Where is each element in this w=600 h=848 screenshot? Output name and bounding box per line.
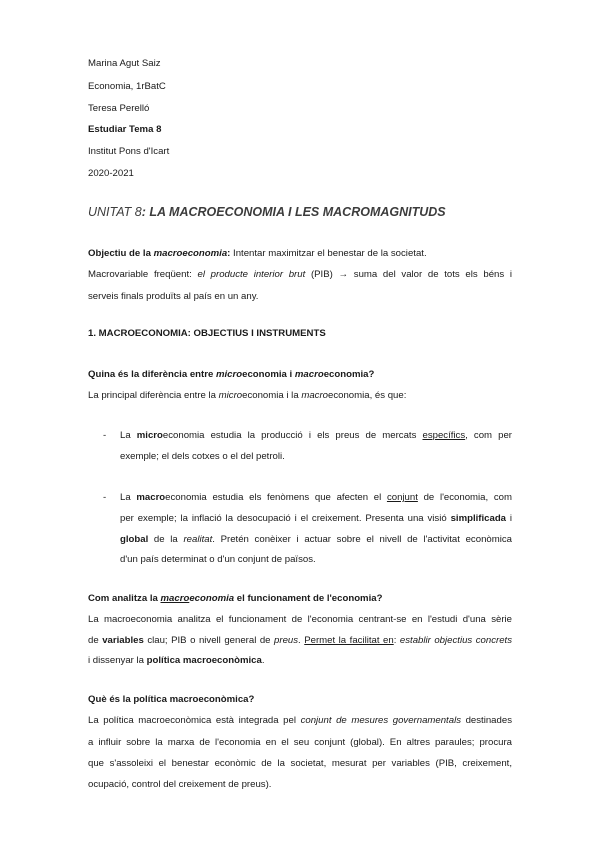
intro-macrovariable: Macrovariable freqüent: el producte interior brut (PIB) → suma del valor de tots els béns i	[88, 269, 513, 280]
question-answer: La principal diferència entre la microeconomia i la macroeconomia, és que:	[88, 390, 407, 401]
question-heading: Quina és la diferència entre microeconomia i macroeconomia?	[88, 369, 375, 380]
paragraph-analysis: La macroeconomia analitza el funcionament de l'economia centrant-se en l'estudi d'una sèrie	[88, 614, 512, 625]
study-topic: Estudiar Tema 8	[88, 124, 162, 135]
paragraph-policy-line4: ocupació, control del creixement de preus).	[88, 779, 272, 790]
intro-objective: Objectiu de la macroeconomia: Intentar maximitzar el benestar de la societat.	[88, 248, 427, 259]
bullet-dash: -	[103, 430, 107, 441]
paragraph-analysis-line3: i dissenyar la política macroeconòmica.	[88, 655, 265, 666]
bullet-macroeconomy: La macroeconomia estudia els fenòmens que afecten el conjunt de l'economia, com	[120, 492, 512, 503]
paragraph-policy-line2: a influir sobre la marxa de l'economia en el seu conjunt (global). En altres paraules; procura	[88, 737, 512, 748]
bullet-macroeconomy-line2: per exemple; la inflació la desocupació i el creixement. Presenta una visió simplificada i	[120, 513, 513, 524]
paragraph-policy-line3: que s'assoleixi el benestar econòmic de la societat, mesurat per variables (PIB, creixement,	[88, 758, 512, 769]
intro-macrovariable-cont: serveis finals produïts al país en un any.	[88, 291, 259, 302]
teacher-name: Teresa Perelló	[88, 103, 150, 114]
bullet-dash: -	[103, 492, 107, 503]
bullet-macroeconomy-line4: d'un país determinat o d'un conjunt de països.	[120, 554, 316, 565]
section-heading: 1. MACROECONOMIA: OBJECTIUS I INSTRUMENTS	[88, 328, 326, 339]
course-name: Economia, 1rBatC	[88, 81, 166, 92]
document-title: UNITAT 8: LA MACROECONOMIA I LES MACROMAGNITUDS	[88, 205, 446, 219]
school-year: 2020-2021	[88, 168, 134, 179]
school-name: Institut Pons d'Icart	[88, 146, 170, 157]
question-heading: Com analitza la macroeconomia el funcionament de l'economia?	[88, 593, 383, 604]
author-name: Marina Agut Saiz	[88, 58, 161, 69]
paragraph-policy: La política macroeconòmica està integrada pel conjunt de mesures governamentals destinades	[88, 715, 512, 726]
question-heading: Què és la política macroeconòmica?	[88, 694, 255, 705]
bullet-microeconomy-cont: exemple; el dels cotxes o el del petroli.	[120, 451, 285, 462]
bullet-microeconomy: La microeconomia estudia la producció i els preus de mercats específics, com per	[120, 430, 512, 441]
bullet-macroeconomy-line3: global de la realitat. Pretén conèixer i actuar sobre el nivell de l'activitat econòmica	[120, 534, 512, 545]
paragraph-analysis-line2: de variables clau; PIB o nivell general de preus. Permet la facilitat en: establir objectius concrets	[88, 635, 512, 646]
